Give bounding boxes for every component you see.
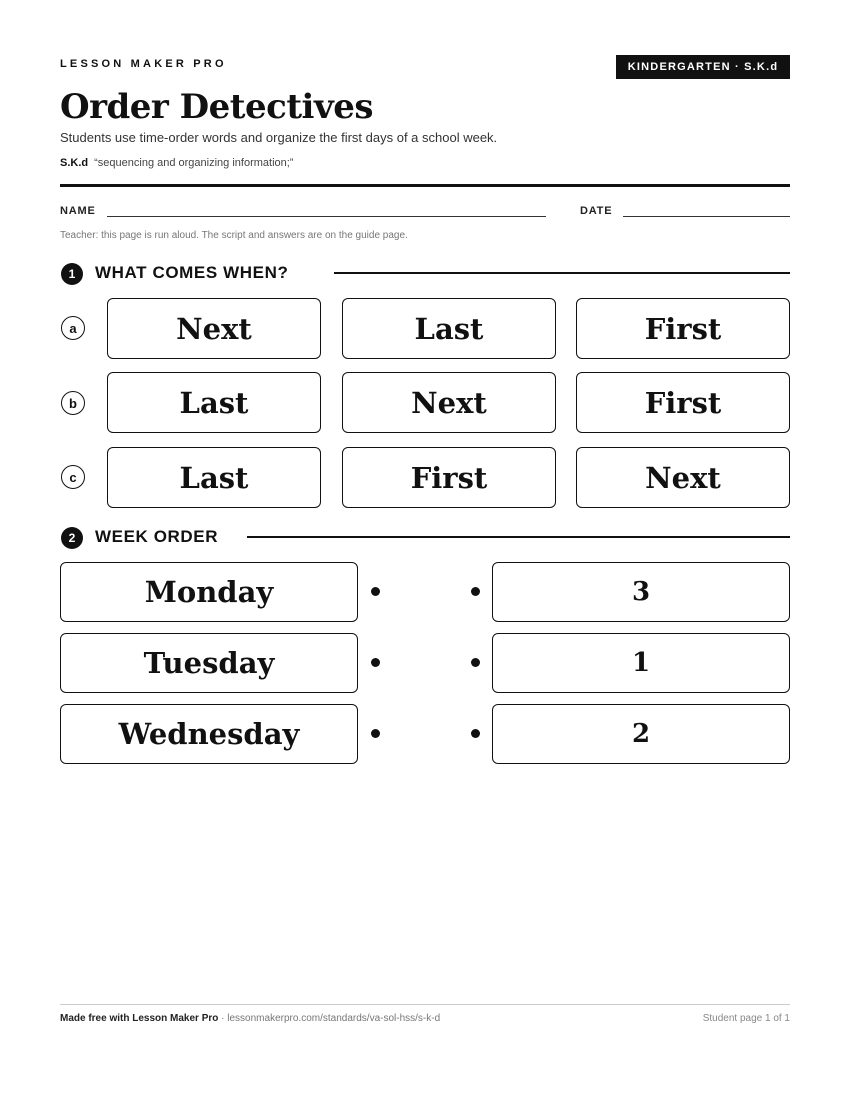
date-field-line[interactable] xyxy=(623,216,790,217)
word-card-b2[interactable]: Next xyxy=(342,372,556,433)
teacher-note: Teacher: this page is run aloud. The script and answers are on the guide page. xyxy=(60,230,408,241)
word-card-c1[interactable]: Last xyxy=(107,447,321,508)
section-2-number: 2 xyxy=(61,527,83,549)
row-letter-a: a xyxy=(61,316,85,340)
standard-line xyxy=(60,157,293,169)
word-card-a1[interactable]: Next xyxy=(107,298,321,359)
page-title: Order Detectives xyxy=(60,87,373,127)
match-dot-right-1[interactable] xyxy=(471,587,480,596)
header-divider xyxy=(60,184,790,187)
word-card-b3[interactable]: First xyxy=(576,372,790,433)
footer-divider xyxy=(60,1004,790,1005)
standard-text: “sequencing and organizing information;” xyxy=(94,157,294,169)
section-2-title: WEEK ORDER xyxy=(95,527,219,546)
section-2-rule xyxy=(247,536,790,538)
match-dot-left-2[interactable] xyxy=(371,658,380,667)
name-field-line[interactable] xyxy=(107,216,546,217)
section-1-number: 1 xyxy=(61,263,83,285)
row-letter-b: b xyxy=(61,391,85,415)
word-card-a2[interactable]: Last xyxy=(342,298,556,359)
word-card-c3[interactable]: Next xyxy=(576,447,790,508)
number-card-2[interactable]: 1 xyxy=(492,633,790,693)
page-subtitle: Students use time-order words and organize the first days of a school week. xyxy=(60,130,498,145)
number-card-1[interactable]: 3 xyxy=(492,562,790,622)
footer-credit xyxy=(60,1013,440,1024)
word-card-b1[interactable]: Last xyxy=(107,372,321,433)
footer-page-number: Student page 1 of 1 xyxy=(702,1013,790,1024)
section-1-title: WHAT COMES WHEN? xyxy=(95,263,289,282)
match-dot-right-2[interactable] xyxy=(471,658,480,667)
brand-name: LESSON MAKER PRO xyxy=(60,58,227,70)
day-card-wednesday[interactable]: Wednesday xyxy=(60,704,358,764)
match-dot-right-3[interactable] xyxy=(471,729,480,738)
grade-badge: KINDERGARTEN · S.K.d xyxy=(616,55,790,79)
number-card-3[interactable]: 2 xyxy=(492,704,790,764)
footer-url[interactable]: · lessonmakerpro.com/standards/va-sol-hss/s-k-d xyxy=(218,1013,441,1024)
word-card-a3[interactable]: First xyxy=(576,298,790,359)
day-card-monday[interactable]: Monday xyxy=(60,562,358,622)
word-card-c2[interactable]: First xyxy=(342,447,556,508)
footer-made-with: Made free with Lesson Maker Pro xyxy=(60,1013,219,1024)
standard-code: S.K.d xyxy=(60,157,89,169)
day-card-tuesday[interactable]: Tuesday xyxy=(60,633,358,693)
match-dot-left-1[interactable] xyxy=(371,587,380,596)
date-label: DATE xyxy=(580,205,613,217)
name-label: NAME xyxy=(60,205,96,217)
section-1-rule xyxy=(334,272,790,274)
row-letter-c: c xyxy=(61,465,85,489)
match-dot-left-3[interactable] xyxy=(371,729,380,738)
